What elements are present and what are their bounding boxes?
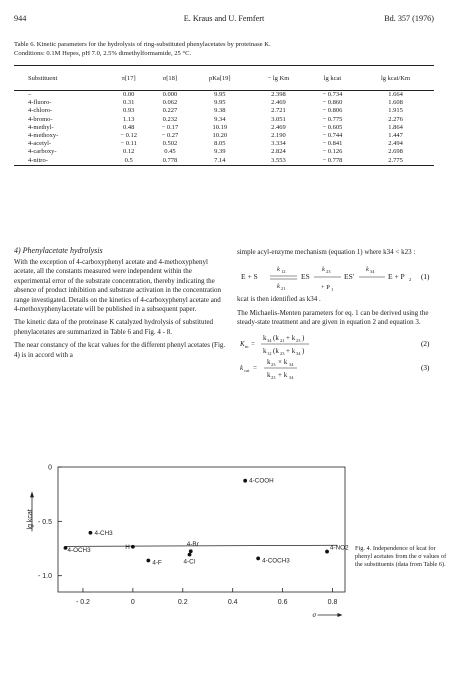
- svg-text:m: m: [245, 343, 249, 349]
- svg-text:+ P: + P: [321, 284, 330, 292]
- x-tick-label: 0: [130, 599, 135, 606]
- table-cell: 0.000: [162, 91, 178, 98]
- table-row: [14, 140, 434, 148]
- right-column: [237, 248, 437, 380]
- data-point: [325, 550, 329, 554]
- svg-text:23: 23: [271, 361, 276, 367]
- figure-caption: Fig. 4. Independence of kcat for phenyl acetates from the σ values of the substituents (data from Table 6).: [355, 545, 447, 568]
- table-caption-line1: Table 6. Kinetic parameters for the hydrolysis of ring-substituted phenylacetates by proteinase K.: [14, 41, 271, 48]
- table-cell: 3.553: [249, 157, 308, 166]
- data-point: [188, 553, 192, 557]
- table-row: [14, 148, 434, 156]
- table-cell: − 0.12: [120, 132, 137, 140]
- svg-text:(k: (k: [273, 346, 279, 355]
- table-cell: 9.95: [214, 91, 226, 98]
- y-axis-label: lg kcat: [27, 509, 34, 530]
- x-tick-label: 0.2: [177, 599, 188, 606]
- table-cell: 4-methoxy-: [28, 132, 59, 140]
- table-cell: 0.12: [122, 148, 135, 156]
- table-cell: 4-fluoro-: [28, 99, 52, 107]
- running-authors: E. Kraus and U. Femfert: [183, 14, 265, 23]
- table-cell: –: [28, 91, 32, 98]
- data-point-label: 4-CH3: [94, 529, 113, 537]
- table-row: [14, 107, 434, 115]
- journal-volume: Bd. 357 (1976): [384, 14, 434, 23]
- col-header: − lg Km: [249, 66, 308, 91]
- svg-text:k: k: [366, 266, 369, 274]
- paragraph: The near constancy of the kcat values for the different phenyl acetates (Fig. 4) is in accord with a: [14, 341, 226, 359]
- table-cell: 2.721: [271, 107, 286, 115]
- table-cell: 2.190: [271, 132, 286, 140]
- svg-text:=: =: [253, 363, 257, 372]
- equation-2-graphic: [237, 332, 437, 356]
- data-point: [189, 549, 193, 553]
- svg-text:): ): [302, 333, 305, 342]
- table-cell: 10.20: [212, 132, 228, 140]
- col-header: lg kcat/Km: [357, 66, 434, 91]
- table-row: [14, 91, 434, 100]
- data-point: [89, 531, 93, 535]
- table-cell: 9.95: [214, 99, 226, 107]
- table-cell: − 0.775: [322, 115, 343, 123]
- svg-text:cat: cat: [244, 367, 250, 373]
- svg-text:× k: × k: [278, 357, 288, 366]
- table-cell: − 0.605: [322, 123, 343, 131]
- svg-text:E + S: E + S: [241, 272, 258, 282]
- table-cell: 0.227: [162, 107, 178, 115]
- table-cell: 1.864: [388, 123, 403, 131]
- table-cell: 1.915: [388, 107, 403, 115]
- eq3-number: (3): [421, 363, 430, 372]
- table-cell: 2.276: [388, 115, 403, 123]
- svg-text:+ k: + k: [278, 370, 288, 379]
- svg-text:12: 12: [267, 350, 272, 356]
- table-cell: 9.38: [214, 107, 226, 115]
- table-cell: 0.232: [162, 115, 178, 123]
- paragraph: kcat is then identified as k34 .: [237, 295, 321, 304]
- svg-text:23: 23: [326, 269, 331, 275]
- equation-2: [237, 332, 437, 356]
- svg-text:k: k: [277, 266, 280, 274]
- table-cell: 2.824: [271, 148, 286, 156]
- table-cell: 2.494: [388, 140, 403, 148]
- svg-text:23: 23: [280, 350, 285, 356]
- table-cell: 0.31: [122, 99, 135, 107]
- table-row: [14, 99, 434, 107]
- svg-text:21: 21: [281, 286, 286, 292]
- svg-text:34: 34: [370, 269, 375, 275]
- table-cell: 0.00: [122, 91, 135, 98]
- svg-text:+ k: + k: [286, 346, 296, 355]
- data-point-label: 4-COCH3: [262, 557, 290, 565]
- svg-text:k: k: [277, 283, 280, 291]
- x-axis-arrowhead: [338, 613, 343, 617]
- svg-text:k: k: [267, 357, 271, 366]
- svg-text:k: k: [240, 363, 244, 372]
- svg-text:34: 34: [289, 374, 294, 380]
- table-cell: 2.775: [357, 157, 434, 166]
- table-cell: 9.39: [214, 148, 226, 156]
- table-cell: − 0.17: [161, 123, 179, 131]
- table-cell: 0.502: [162, 140, 178, 148]
- table-cell: − 0.11: [120, 140, 137, 148]
- x-tick-label: 0.6: [277, 599, 288, 606]
- table-row: [14, 132, 434, 140]
- data-point: [243, 479, 247, 483]
- paragraph: The kinetic data of the proteinase K catalyzed hydrolysis of substituted phenylacetates are summarized in Table 6 and Fig. 4 - 8.: [14, 318, 214, 336]
- svg-text:E + P: E + P: [388, 272, 405, 282]
- table-cell: 0.45: [164, 148, 176, 156]
- table-cell: 3.334: [271, 140, 286, 148]
- svg-text:): ): [302, 346, 305, 355]
- page-number: 944: [14, 14, 27, 23]
- y-tick-label: - 1.0: [37, 573, 52, 581]
- table-cell: 4-nitro-: [14, 157, 108, 166]
- svg-text:k: k: [322, 266, 325, 274]
- equation-3-graphic: [237, 356, 437, 380]
- data-point: [146, 559, 150, 563]
- svg-text:21: 21: [280, 337, 285, 343]
- eq2-number: (2): [421, 339, 430, 348]
- left-column: [14, 258, 226, 364]
- table-cell: 4-chloro-: [28, 107, 53, 115]
- table-cell: 2.398: [271, 91, 286, 98]
- svg-text:34: 34: [267, 337, 272, 343]
- table-cell: 2.698: [388, 148, 403, 156]
- svg-text:2: 2: [409, 277, 412, 283]
- svg-text:=: =: [251, 339, 255, 348]
- svg-text:K: K: [240, 339, 245, 348]
- table-cell: − 0.27: [161, 132, 179, 140]
- y-axis-arrowhead: [30, 491, 34, 497]
- data-point-label: 4-Cl: [183, 558, 196, 566]
- fit-line: [65, 545, 337, 546]
- table-cell: 1.608: [388, 99, 403, 107]
- svg-text:34: 34: [296, 350, 301, 356]
- table-cell: 9.34: [214, 115, 226, 123]
- col-header: σ[18]: [149, 66, 190, 91]
- svg-text:(k: (k: [273, 333, 279, 342]
- eq1-number: (1): [421, 273, 430, 282]
- svg-text:ES: ES: [301, 272, 310, 282]
- data-point-label: 4-OCH3: [67, 546, 91, 554]
- data-point-label: 4-Br: [186, 541, 199, 549]
- table-cell: − 0.860: [322, 99, 343, 107]
- table-caption-line2: Conditions: 0.1M Hepes, pH 7.0, 2.5% dimethylformamide, 25 °C.: [14, 50, 192, 58]
- data-point: [131, 545, 135, 549]
- svg-text:k: k: [263, 333, 267, 342]
- col-header: Substituent: [14, 66, 108, 91]
- data-point-label: 4-COOH: [249, 477, 274, 485]
- svg-text:ES′: ES′: [344, 272, 355, 282]
- equation-1: [237, 261, 437, 295]
- table-cell: 10.19: [212, 123, 228, 131]
- table-header-row: [14, 66, 434, 91]
- section-title: 4) Phenylacetate hydrolysis: [14, 246, 103, 255]
- table-cell: − 0.734: [322, 91, 343, 98]
- paragraph: simple acyl-enzyme mechanism (equation 1) where k34 < k23 :: [237, 248, 416, 256]
- table-row: [14, 157, 434, 166]
- table-cell: 0.48: [122, 123, 135, 131]
- y-tick-label: 0: [48, 464, 52, 472]
- paragraph: With the exception of 4-carboxyphenyl acetate and 4-methoxyphenyl acetate, all the constants measured were independent within the experimental error of the substrate concentration, thereby indicating the absence of product inhibition and substrate activation in the concentration range investigated. Details on the kinetics of 4-carboxyphenyl acetate and 4-methoxyphenylacetate will be published in a subsequent paper.: [14, 258, 222, 314]
- table-cell: − 0.744: [322, 132, 343, 140]
- svg-text:34: 34: [289, 361, 294, 367]
- svg-text:23: 23: [271, 374, 276, 380]
- svg-text:+ k: + k: [286, 333, 296, 342]
- svg-text:k: k: [267, 370, 271, 379]
- col-header: lg kcat: [308, 66, 357, 91]
- table-cell: 0.93: [122, 107, 135, 115]
- table-cell: 3.051: [271, 115, 286, 123]
- table-cell: − 0.126: [322, 148, 343, 156]
- data-point-label: 4-F: [152, 559, 162, 567]
- table-cell: − 0.806: [322, 107, 343, 115]
- table-row: [14, 124, 434, 132]
- data-point-label: 4-NO2: [330, 544, 349, 552]
- table-cell: 1.13: [122, 115, 135, 123]
- x-tick-label: 0.4: [227, 599, 238, 606]
- table-cell: 0.778: [149, 157, 190, 166]
- svg-text:12: 12: [281, 269, 286, 275]
- table-cell: 0.062: [162, 99, 178, 107]
- table-cell: 1.447: [388, 132, 403, 140]
- table-caption: [14, 40, 434, 58]
- table-cell: 8.05: [214, 140, 226, 148]
- table-cell: 4-acetyl-: [28, 140, 52, 148]
- table-cell: − 0.778: [308, 157, 357, 166]
- svg-text:23: 23: [296, 337, 301, 343]
- data-point: [256, 557, 260, 561]
- kinetics-table: [14, 65, 434, 166]
- equation-3: [237, 356, 437, 380]
- paragraph: The Michaelis-Menten parameters for eq. 1 can be derived using the steady-state treatment and are given in equation 2 and equation 3.: [237, 308, 429, 327]
- col-header: pKa[19]: [191, 66, 250, 91]
- x-axis-label: σ: [312, 611, 317, 619]
- table-cell: 4-bromo-: [28, 115, 53, 123]
- y-tick-label: - 0.5: [37, 518, 52, 526]
- table-cell: 2.469: [271, 99, 286, 107]
- x-tick-label: - 0.2: [75, 599, 90, 606]
- table-cell: 0.5: [108, 157, 149, 166]
- svg-text:1: 1: [331, 287, 334, 293]
- table-row: [14, 116, 434, 124]
- x-tick-label: 0.8: [327, 599, 338, 606]
- table-cell: 7.14: [191, 157, 250, 166]
- data-point-label: H: [125, 543, 130, 551]
- table-cell: 4-methyl-: [28, 123, 54, 131]
- svg-text:k: k: [263, 346, 267, 355]
- col-header: π[17]: [108, 66, 149, 91]
- table-body: [14, 91, 434, 166]
- table-cell: − 0.841: [322, 140, 343, 148]
- table-cell: 2.469: [271, 123, 286, 131]
- table-cell: 1.664: [388, 91, 403, 98]
- table-cell: 4-carboxy-: [28, 148, 57, 156]
- equation-1-graphic: [237, 261, 437, 295]
